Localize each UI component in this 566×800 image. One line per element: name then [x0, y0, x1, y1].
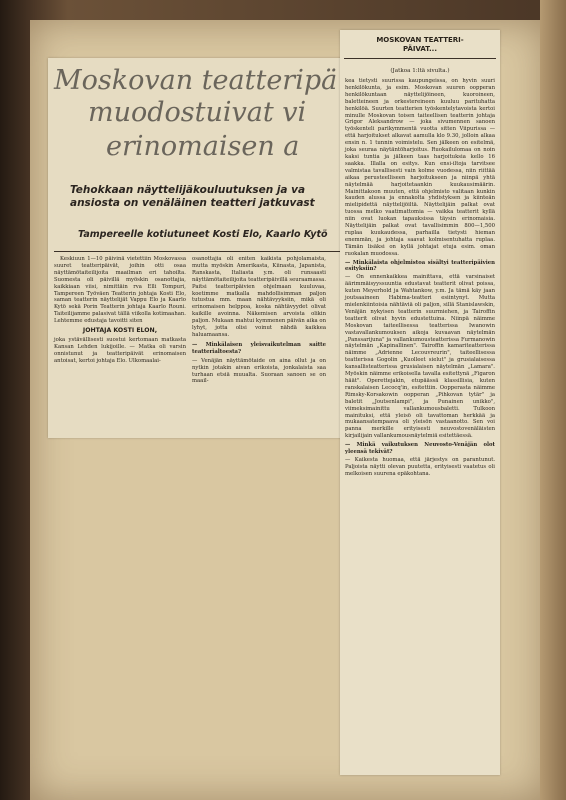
subheadline-line-2: ansiosta on venäläinen teatteri jatkuvast [70, 197, 315, 209]
header-line-2: PÄIVAT... [402, 45, 437, 53]
headline [54, 64, 348, 174]
header-rule [344, 58, 496, 59]
right-newspaper-clipping [340, 30, 500, 775]
left-newspaper-clipping [48, 58, 348, 438]
article-column-1 [54, 256, 186, 365]
right-question-2: — Minkä vaikutuksen Neuvosto-Venäjän olot yleensä tekivät? [345, 442, 495, 456]
right-answer-1: — On ennenkaikkea mainittava, että varsinaiset äärimmäisyyssuuntia edustavat teatterit olivat poissa, kuten Meyerhold ja Wahtankow, y.m. Ja tämä käy jaan joutsaaineen Habima-teatteri esiintynyt. Mutta mielenkiintoisia nähtäviä oli paljon, sillä Stanislawskin, Venäjän nykyisen teatterin suurmiehen, ja Tairoffin teatterit olivat hyvin edustettuina. Niinpä näimme Moskovan taiteellisessa teatterissa Iwanowin vastavallankumouksen aikoja kuvaavan näytelmän „Panssarijuna" ja vallankumousteatterissa Furmanowin näytelmän „Kapinallinen". Tairoffin kamariteatterissa näimme „Adrienne Lecouvreurin", taiteellisessa teatterissa Gogolin „Kuolleet sielut" ja grusialaisessa kansallisteatterissa grusialaisen näytelmän „Lamara". Myöskin näimme erikoisella tavalla esitettynä „Figaron häät". Operettejakin, etupäässä klassillisia, kuten ranskalaisen Lecocq'in, esitettiin. Oopperasta näimme Rimsky-Korsakowin oopperan „Pihkovan tytär" ja baletit „Joutsenlampi", ja Punainen unikko", viimeksimainittu vallankumousbaletti. Tulkoon mainituksi, että yleisö oli tavattoman herkkää ja mukaansatempaava oli yleisön vastaanotto. Sen voi panna merkille erityisesti neuvostovenäläisten kirjailijain vallankumousnäytelmiä esitettäessä. [345, 274, 495, 440]
headline-line-3: erinomaisen a [106, 131, 300, 162]
header-line-1: MOSKOVAN TEATTERI- [376, 36, 464, 44]
page-edge [540, 0, 566, 800]
headline-line-1: Moskovan teatteripä [54, 65, 338, 96]
col1-subhead: JOHTAJA KOSTI ELON, [82, 327, 158, 335]
continuation-header [346, 36, 494, 54]
subheadline [70, 184, 315, 210]
col2-question: — Minkälaisen yleisvaikutelman saitte teatterialtoesta? [192, 341, 326, 355]
right-body-paragraph: kea tietysti suurissa kaupungeissa, on hyvin suuri henkilökunta, ja esim. Moskovan suuren oopperan henkilökuntaan näyttelijöineen, kuoroineen, baletteineen ja orkestereineen kuuluu parituhatta henkilöä. Suurten teatterien työskentelytavoista kertoi minulle Moskovan toisen taiteellisen teatterin johtaja Grigor Aleksandrow — joka sivumennen sanoen työskenteli parikymmentä vuotta sitten Viipurissa — että harjoitukset alkavat aamulla klo 9.30, jolloin alkaa ensin n. 1 tunnin voimistelu. Sen jälkeen on esitelmä, joka seuraa näytäntöharjoitus. Ruokailulomaa on noin kaksi tuntia ja jälkeen taas harjoituksia kello 16 saakka. Illalla on esitys. Kun ensi-iltoja tarvitsee valmistaa tavallisesti vain kolme vuodessa, niin riittää aikaa perusteelliseen harjoitukseen ja niinpä yhtä näytelmää harjoitetaankin kuukausimäärin. Mainittakoon muuten, että ohjelmisto valitaan kunkin kauden alussa ja ennakolta yhdistyksen ja kiinteän mielipidettä näyttelijöiltä. Näyttelijäin palkat ovat tuossa melko vaatimattomia — vaikka teatterit kyllä niin ovat luokan tapauksissa täysin erinomaisia. Näyttelijäin palkat ovat tavallisimmin 800—1,500 ruplaa kuukaudessa, parhailla tietysti hieman enemmän, ja johtaja saavat kolmisentuhatta ruplaa. Tämän lisäksi on kyllä johtajat etuja esim. oman ruokalan muodossa. [345, 78, 495, 257]
headline-line-2: muodostuivat vi [88, 97, 307, 128]
article-column-2 [192, 256, 326, 385]
right-article-body [345, 78, 495, 478]
right-answer-2: — Kaikesta huomaa, että järjestys on parantunut. Paljoista näytti olevan puutetta, erityisesti vaatetus oli melkoisen suurena epäkohtana. [345, 456, 495, 477]
divider [54, 251, 344, 252]
continued-note: (Jatkoa 1:ltä sivulta.) [390, 68, 450, 74]
col2-paragraph: osanottajia oli eniten kaikista pohjolamaista, mutta myöskin Amerikasta, Kiinasta, Japanista, Ranskasta, Italiasta y.m. oli runsaasti näyttämötaiteilijoita teatteripäivillä seuraamassa. Paitsi teatteripäivien ohjelmaan kuuluvaa, koetimme matkalla mahdollisimman paljon tutustua mm. maan nähtävyyksiin, mikä oli erinomaisen helppoa, koska nähtävyydet olivat kaikille avoinna. Näkemisen arvoista olikin paljon. Mukaan mahtui kymmenen päivän aika on lyhyt, jotta olisi voinut nähdä kaikkea haluamaansa. [192, 256, 326, 338]
col1-lead-paragraph: Keskiuun 1—10 päivinä vietettiin Moskovassa suuret teatteripäivät, joihin otti osaa näyttämötaiteilijoita maailman eri tahoilta. Suomesta oli päivillä myöskin osanottajia, kaikkiaan viisi, nimittäin rva Elli Tompuri, Tampereen Työväen Teatterin johtaja Kosti Elo, saman teatterin näyttelijät Vappu Elo ja Kaarlo Kytö sekä Porin Teatterin johtaja Kaarlo Rouni. Taiteilijamme palasivat tällä viikolla kotimaahan. Lehtemme edustaja tavoitti siten [54, 256, 186, 325]
byline: Tampereelle kotiutuneet Kosti Elo, Kaarlo Kytö [78, 229, 328, 240]
col2-answer: — Venäjän näyttämötaide on aina ollut ja on nytkin jotakin aivan erikoista, jonkalaista saa turhaan etsiä muualta. Suoraan sanoen se on maail- [192, 357, 326, 385]
subheadline-line-1: Tehokkaan näyttelijäkouluutuksen ja va [70, 184, 306, 196]
col1-tail-paragraph: joka ystävällisesti suostui kertomaan matkasta Kansan Lehden lukijoille. — Matka oli varsin onnistunut ja teatteripäivät erinomaisen antoisat, kertoi johtaja Elo. Ulkomaalai- [54, 336, 186, 364]
right-question-1: — Minkälaista ohjelmistoa sisältyi teatteripäivien esityksiin? [345, 259, 495, 273]
